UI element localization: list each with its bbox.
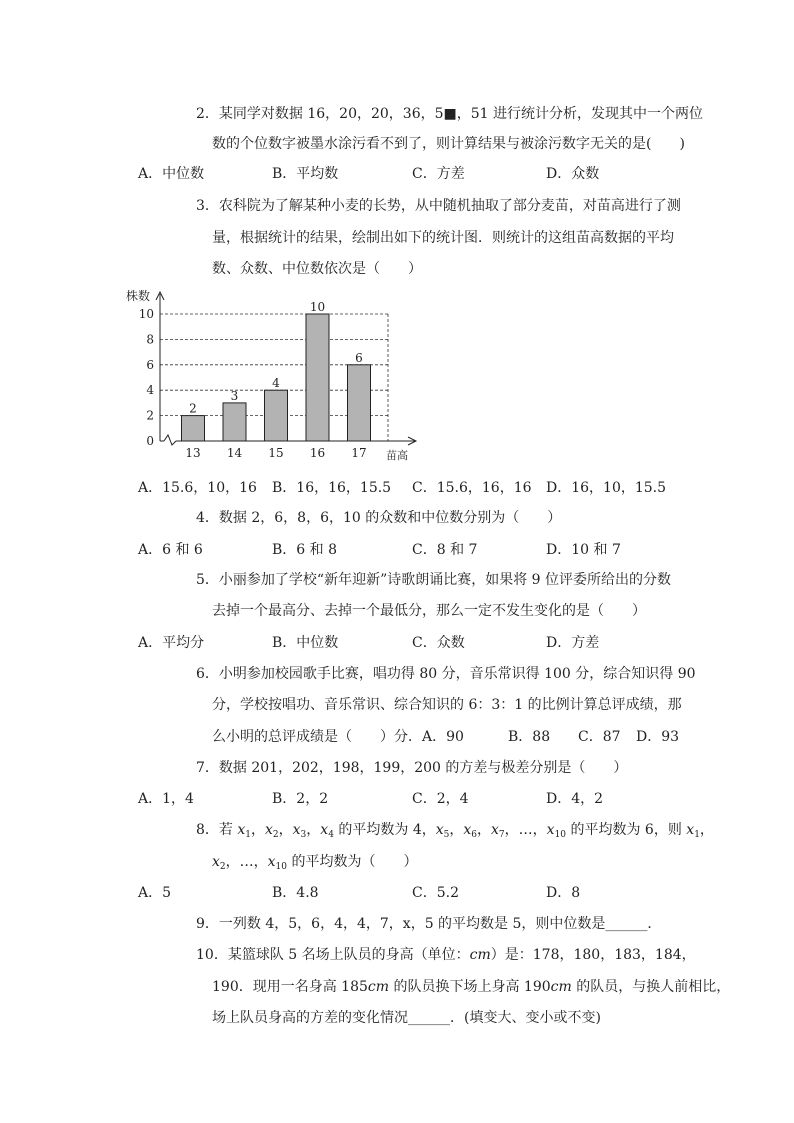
- q5-option-d: D．方差: [546, 635, 600, 651]
- q6-option-d: D．93: [636, 729, 680, 745]
- q5-line-1: 5．小丽参加了学校“新年迎新”诗歌朗诵比赛，如果将 9 位评委所给出的分数: [196, 572, 672, 588]
- bar-15: [265, 390, 288, 441]
- bar-16: [306, 314, 329, 441]
- q2-line-1: 2．某同学对数据 16，20，20，36，5■，51 进行统计分析，发现其中一个两位: [196, 106, 704, 122]
- q6-option-c: C．87: [578, 729, 621, 745]
- q3-option-b: B．16，16，15.5: [272, 480, 392, 496]
- y-tick-label: 2: [146, 408, 154, 423]
- y-tick-label: 8: [146, 332, 154, 347]
- q5-option-b: B．中位数: [272, 635, 339, 651]
- q3-line-1: 3．农科院为了解某种小麦的长势，从中随机抽取了部分麦苗，对苗高进行了测: [196, 198, 681, 214]
- bar-14: [223, 403, 246, 441]
- bar-data-label: 4: [272, 376, 280, 391]
- q7-option-c: C．2，4: [412, 791, 469, 807]
- q4-line-1: 4．数据 2，6，8，6，10 的众数和中位数分别为（ ）: [196, 510, 562, 526]
- y-axis-title: 株数: [126, 289, 151, 303]
- q7-option-b: B．2，2: [272, 791, 329, 807]
- q7-option-a: A．1，4: [138, 791, 194, 807]
- q8-line-2: $x_2$，…，$x_{10}$ 的平均数为（ ）: [212, 854, 418, 872]
- q4-option-d: D．10 和 7: [546, 542, 621, 558]
- q10-line-1: 10．某篮球队 5 名场上队员的身高（单位：cm）是：178，180，183，184，: [196, 947, 696, 963]
- q2-option-b: B．平均数: [272, 166, 339, 182]
- bar-data-label: 6: [355, 350, 363, 365]
- bar-data-label: 2: [189, 401, 197, 416]
- q5-line-2: 去掉一个最高分、去掉一个最低分，那么一定不发生变化的是（ ）: [212, 603, 646, 619]
- q6-line-3: 么小明的总评成绩是（ ）分．A．90: [212, 729, 464, 745]
- x-tick-label: 14: [226, 446, 243, 460]
- q8-option-b: B．4.8: [272, 885, 319, 901]
- q2-option-d: D．众数: [546, 166, 600, 182]
- q5-option-a: A．平均分: [138, 635, 205, 651]
- x-tick-label: 13: [185, 446, 201, 460]
- q3-option-a: A．15.6，10，16: [138, 480, 257, 496]
- q3-option-c: C．15.6，16，16: [412, 480, 532, 496]
- q4-option-b: B．6 和 8: [272, 542, 338, 558]
- q2-option-a: A．中位数: [138, 166, 205, 182]
- bar-data-label: 3: [230, 388, 239, 403]
- q8-option-c: C．5.2: [412, 885, 459, 901]
- q5-option-c: C．众数: [412, 635, 465, 651]
- q6-line-2: 分，学校按唱功、音乐常识、综合知识的 6：3：1 的比例计算总评成绩，那: [212, 697, 682, 713]
- q8-line-1: 8．若 $x_1$，$x_2$，$x_3$，$x_4$ 的平均数为 4，$x_5$，$x_6$，$x_7$，…，$x_{10}$ 的平均数为 6，则 $x_1$，: [196, 822, 714, 840]
- q3-line-2: 量，根据统计的结果，绘制出如下的统计图．则统计的这组苗高数据的平均: [212, 230, 674, 246]
- bar-17: [348, 365, 371, 441]
- y-tick-label: 0: [146, 434, 154, 448]
- q10-line-2: 190．现用一名身高 185cm 的队员换下场上身高 190cm 的队员，与换人前相比，: [212, 979, 731, 995]
- q6-option-b: B．88: [508, 729, 551, 745]
- bar-chart: [118, 286, 428, 464]
- q2-option-c: C．方差: [412, 166, 465, 182]
- q7-line-1: 7．数据 201，202，198，199，200 的方差与极差分别是（ ）: [196, 760, 628, 776]
- bar-data-label: 10: [309, 300, 326, 314]
- q8-option-d: D．8: [546, 885, 581, 901]
- x-tick-label: 17: [351, 446, 367, 460]
- q8-option-a: A．5: [138, 885, 172, 901]
- q2-line-2: 数的个位数字被墨水涂污看不到了，则计算结果与被涂污数字无关的是( ): [212, 136, 685, 152]
- q6-line-1: 6．小明参加校园歌手比赛，唱功得 80 分，音乐常识得 100 分，综合知识得 90: [196, 666, 696, 682]
- y-tick-label: 4: [146, 383, 154, 398]
- q3-option-d: D．16，10，15.5: [546, 480, 667, 496]
- y-tick-label: 6: [146, 357, 154, 372]
- q4-option-a: A．6 和 6: [138, 542, 203, 558]
- x-tick-label: 16: [309, 446, 326, 460]
- q3-line-3: 数、众数、中位数依次是（ ）: [212, 261, 422, 277]
- axis-break-mark: [164, 435, 176, 445]
- q10-line-3: 场上队员身高的方差的变化情况______．(填变大、变小或不变): [212, 1010, 601, 1026]
- x-axis-title: 苗高: [386, 449, 408, 462]
- bar-13: [182, 416, 205, 441]
- q4-option-c: C．8 和 7: [412, 542, 478, 558]
- q9-line-1: 9．一列数 4，5，6，4，4，7，x，5 的平均数是 5，则中位数是______．: [196, 916, 662, 932]
- y-tick-label: 10: [138, 307, 154, 321]
- q7-option-d: D．4，2: [546, 791, 604, 807]
- x-tick-label: 15: [268, 446, 284, 460]
